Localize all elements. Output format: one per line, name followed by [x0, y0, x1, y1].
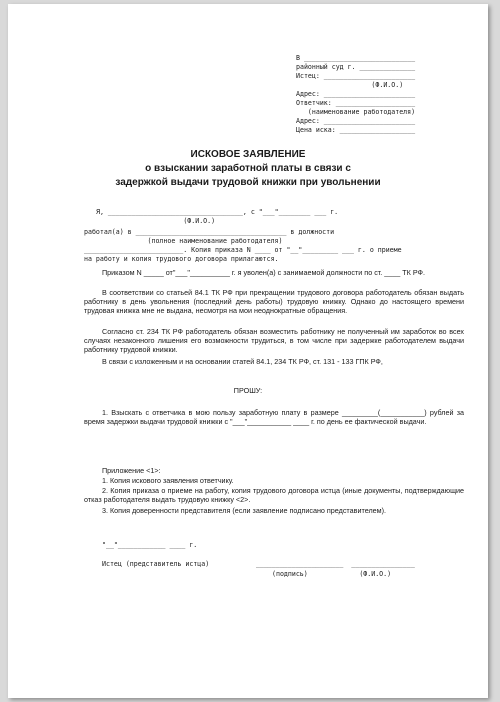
signature-caption: (подпись) (Ф.И.О.) — [272, 570, 392, 578]
appendix-heading: Приложение <1>: — [102, 466, 161, 475]
request-heading: ПРОШУ: — [233, 386, 263, 395]
intro-order-line: _________________________. Копия приказа N ____ от "__"_________ ___ г. о приеме — [84, 246, 402, 254]
plaintiff-name-caption: (Ф.И.О.) — [296, 81, 404, 89]
defendant-address-line: Адрес: _______________________ — [296, 117, 416, 125]
appendix-item-3: 3. Копия доверенности представителя (если заявление подписано представителем). — [102, 506, 386, 515]
legal-basis-paragraph: В связи с изложенным и на основании статей 84.1, 234 ТК РФ, ст. 131 - 133 ГПК РФ, — [102, 357, 383, 366]
signature-line: ______________________ ________________ — [256, 560, 415, 568]
plaintiff-address-line: Адрес: _______________________ — [296, 90, 416, 98]
article-84-paragraph: В соответствии со статьей 84.1 ТК РФ при прекращении трудового договора работодатель обязан выдать работнику в день увольнения (последний день работы) трудовую книжку. Однако до настоящего времени трудовая книжка мне не выдана, несмотря на мои неоднократные обращения. — [84, 288, 464, 315]
intro-name-line: Я, __________________________________, с "___"________ ___ г. — [96, 208, 339, 216]
intro-employer-caption: (полное наименование работодателя) — [84, 237, 283, 245]
intro-employer-line: работал(а) в ______________________________________ в должности — [84, 228, 335, 236]
defendant-line: Ответчик: ____________________ — [296, 99, 416, 107]
signature-date: "__"____________ ____ г. — [102, 541, 198, 549]
document-page — [8, 4, 488, 698]
district-court-line: районный суд г. ______________ — [296, 63, 416, 71]
document-title: ИСКОВОЕ ЗАЯВЛЕНИЕ — [190, 149, 306, 160]
appendix-item-1: 1. Копия искового заявления ответчику. — [102, 476, 234, 485]
dismissal-paragraph: Приказом N _____ от"___"__________ г. я уволен(а) с занимаемой должности по ст. ____ ТК РФ. — [102, 268, 426, 277]
document-subtitle-1: о взыскании заработной платы в связи с — [145, 163, 351, 174]
intro-name-caption: (Ф.И.О.) — [96, 217, 216, 225]
court-line: В ____________________________ — [296, 54, 416, 62]
signer-label: Истец (представитель истца) — [102, 560, 210, 568]
request-item-1: 1. Взыскать с ответчика в мою пользу заработную плату в размере _________(___________) рублей за время задержки выдачи трудовой книжки с "___"___________ ____ г. по день ее фактической выдачи. — [84, 408, 464, 426]
article-234-paragraph: Согласно ст. 234 ТК РФ работодатель обязан возместить работнику не полученный им заработок во всех случаях незаконного лишения его возможности трудиться, в том числе при задержке работодателем выдачи работнику трудовой книжки. — [84, 327, 464, 354]
document-subtitle-2: задержкой выдачи трудовой книжки при увольнении — [115, 177, 381, 188]
appendix-item-2: 2. Копия приказа о приеме на работу, копия трудового договора истца (иные документы, подтверждающие отказ работодателя выдать трудовую книжку <2>. — [84, 486, 464, 504]
intro-attachments-line: на работу и копия трудового договора прилагаются. — [84, 255, 279, 263]
employer-name-caption: (наименование работодателя) — [296, 108, 416, 116]
plaintiff-line: Истец: _______________________ — [296, 72, 416, 80]
claim-value-line: Цена иска: ___________________ — [296, 126, 416, 134]
